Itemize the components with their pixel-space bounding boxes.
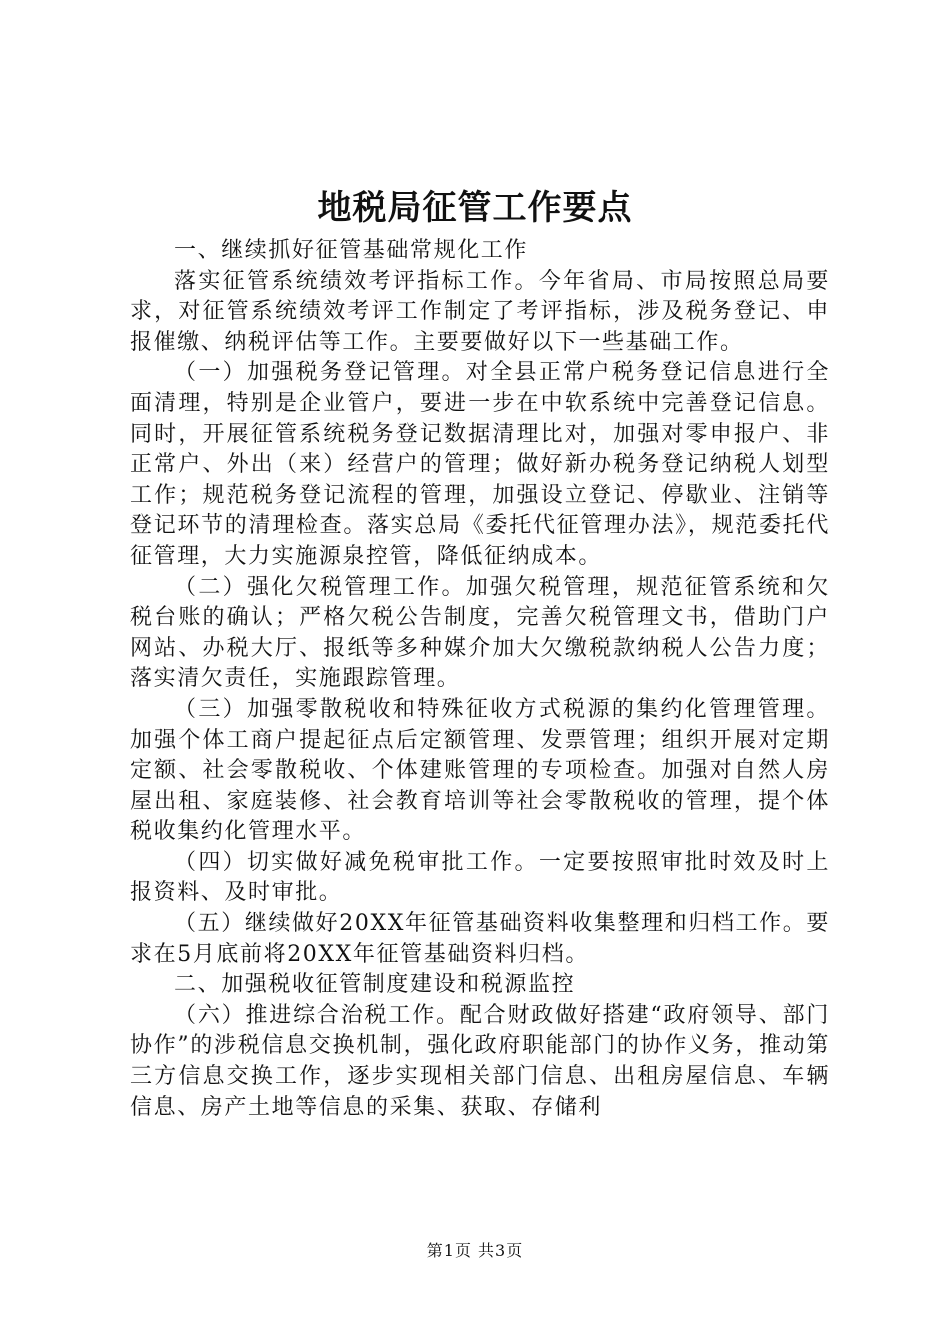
paragraph: （四）切实做好减免税审批工作。一定要按照审批时效及时上报资料、及时审批。 [130, 849, 830, 906]
document-title: 地税局征管工作要点 [317, 188, 633, 228]
document-body [130, 236, 830, 1123]
paragraph: 落实征管系统绩效考评指标工作。今年省局、市局按照总局要求，对征管系统绩效考评工作制定了考评指标，涉及税务登记、申报催缴、纳税评估等工作。主要要做好以下一些基础工作。 [130, 268, 830, 355]
paragraph: （六）推进综合治税工作。配合财政做好搭建“政府领导、部门协作”的涉税信息交换机制，强化政府职能部门的协作义务，推动第三方信息交换工作，逐步实现相关部门信息、出租房屋信息、车辆信息、房产土地等信息的采集、获取、存储利 [130, 1002, 830, 1120]
paragraph: （三）加强零散税收和特殊征收方式税源的集约化管理管理。加强个体工商户提起征点后定额管理、发票管理；组织开展对定期定额、社会零散税收、个体建账管理的专项检查。加强对自然人房屋出租、家庭装修、社会教育培训等社会零散税收的管理，提个体税收集约化管理水平。 [130, 696, 830, 845]
paragraph: （二）强化欠税管理工作。加强欠税管理，规范征管系统和欠税台账的确认；严格欠税公告制度，完善欠税管理文书，借助门户网站、办税大厅、报纸等多种媒介加大欠缴税款纳税人公告力度；落实清欠责任，实施跟踪管理。 [130, 574, 830, 692]
section-heading-1: 一、继续抓好征管基础常规化工作 [174, 238, 529, 263]
paragraph: （一）加强税务登记管理。对全县正常户税务登记信息进行全面清理，特别是企业管户，要进一步在中软系统中完善登记信息。同时，开展征管系统税务登记数据清理比对，加强对零申报户、非正常户、外出（来）经营户的管理；做好新办税务登记纳税人划型工作；规范税务登记流程的管理，加强设立登记、停歇业、注销等登记环节的清理检查。落实总局《委托代征管理办法》，规范委托代征管理，大力实施源泉控管，降低征纳成本。 [130, 360, 830, 569]
paragraph: （五）继续做好20XX年征管基础资料收集整理和归档工作。要求在5月底前将20XX年征管基础资料归档。 [130, 911, 830, 967]
page-footer: 第1页 共3页 [426, 1241, 524, 1260]
section-heading-2: 二、加强税收征管制度建设和税源监控 [174, 972, 576, 998]
